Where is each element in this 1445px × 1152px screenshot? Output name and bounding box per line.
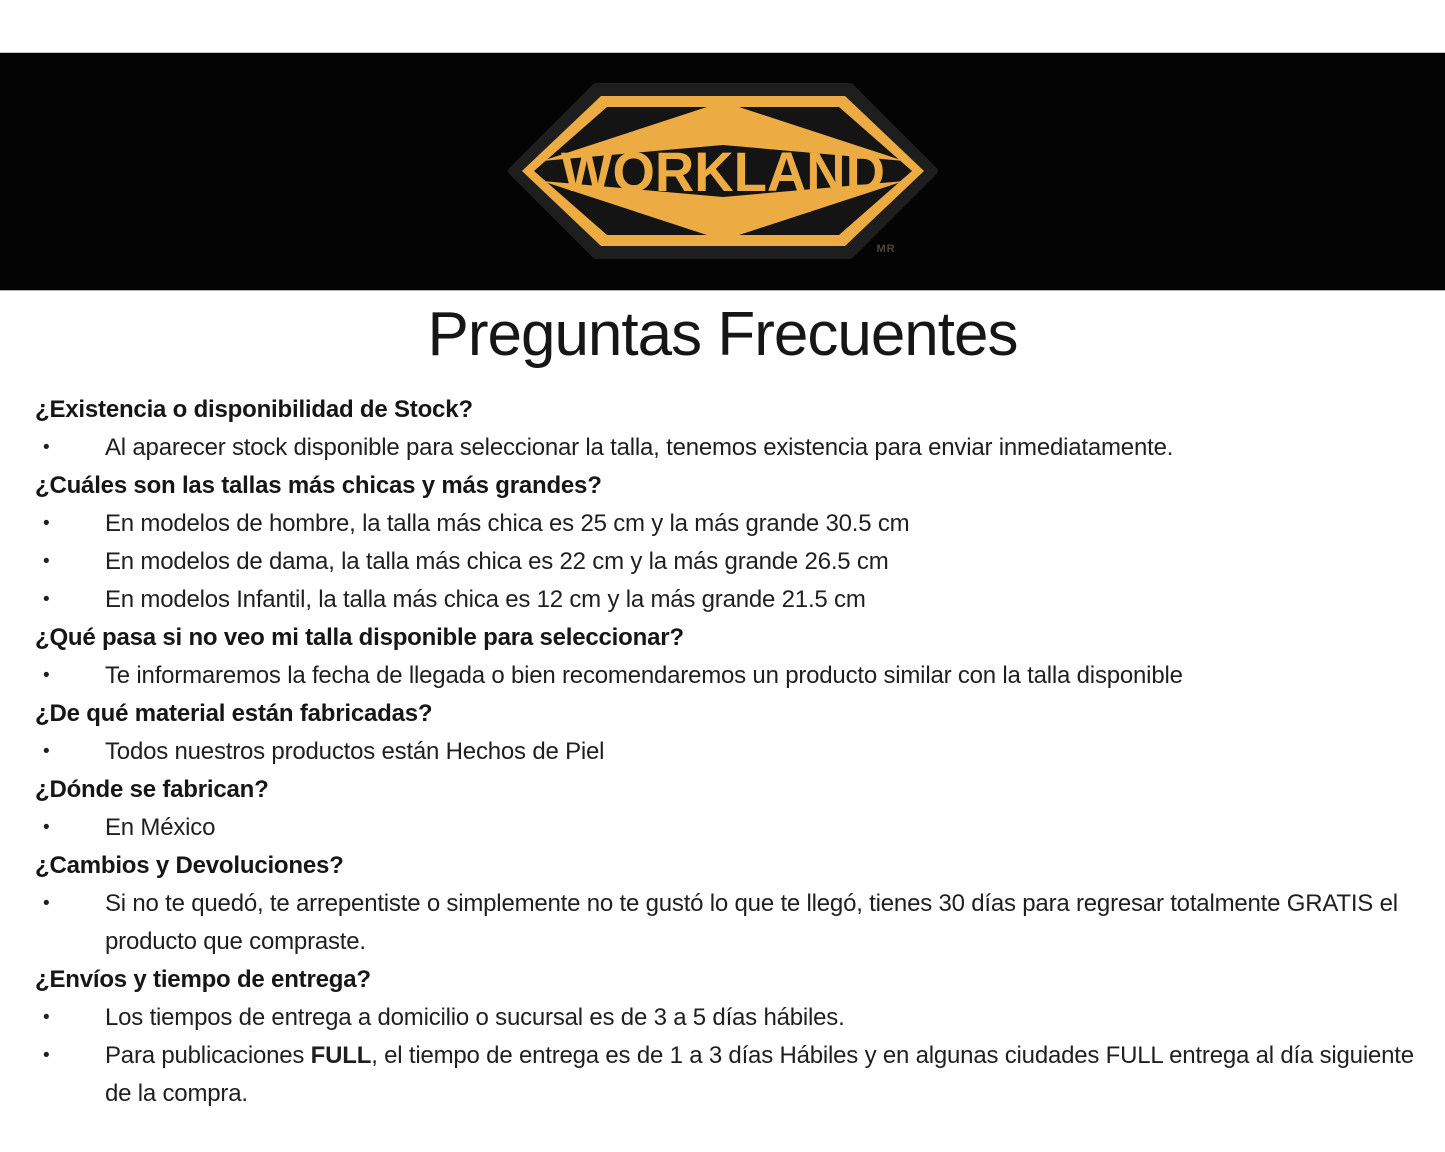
bullet-icon: • bbox=[43, 665, 50, 686]
faq-answer bbox=[35, 581, 1415, 619]
faq-list bbox=[0, 391, 1445, 1113]
faq-answer bbox=[35, 543, 1415, 581]
bullet-icon: • bbox=[43, 1007, 50, 1028]
brand-banner bbox=[0, 52, 1445, 291]
faq-question: ¿Cambios y Devoluciones? bbox=[35, 852, 344, 879]
bullet-icon: • bbox=[43, 437, 50, 458]
workland-badge-icon bbox=[508, 79, 938, 263]
faq-answer bbox=[35, 885, 1415, 961]
faq-answer bbox=[35, 505, 1415, 543]
bullet-icon: • bbox=[43, 589, 50, 610]
faq-answer-text: En modelos de dama, la talla más chica es 22 cm y la más grande 26.5 cm bbox=[105, 548, 889, 575]
page-title: Preguntas Frecuentes bbox=[427, 300, 1018, 369]
faq-answer-text: En modelos Infantil, la talla más chica es 12 cm y la más grande 21.5 cm bbox=[105, 586, 866, 613]
faq-answer-text: Al aparecer stock disponible para seleccionar la talla, tenemos existencia para enviar inmediatamente. bbox=[105, 434, 1174, 461]
bullet-icon: • bbox=[43, 741, 50, 762]
trademark-mr-label: MR bbox=[876, 243, 896, 255]
faq-answer bbox=[35, 1037, 1415, 1113]
faq-question: ¿Envíos y tiempo de entrega? bbox=[35, 966, 371, 993]
faq-answer-text: Los tiempos de entrega a domicilio o sucursal es de 3 a 5 días hábiles. bbox=[105, 1004, 845, 1031]
bullet-icon: • bbox=[43, 551, 50, 572]
faq-answer-text: En México bbox=[105, 814, 216, 841]
bullet-icon: • bbox=[43, 817, 50, 838]
faq-question: ¿Cuáles son las tallas más chicas y más grandes? bbox=[35, 472, 602, 499]
faq-question: ¿Qué pasa si no veo mi talla disponible para seleccionar? bbox=[35, 624, 684, 651]
faq-question: ¿Dónde se fabrican? bbox=[35, 776, 269, 803]
faq-answer-text: En modelos de hombre, la talla más chica es 25 cm y la más grande 30.5 cm bbox=[105, 510, 910, 537]
faq-question: ¿Existencia o disponibilidad de Stock? bbox=[35, 396, 473, 423]
bullet-icon: • bbox=[43, 893, 50, 914]
faq-answer bbox=[35, 809, 1415, 847]
brand-wordmark: WORKLAND bbox=[560, 140, 885, 203]
faq-answer bbox=[35, 733, 1415, 771]
bullet-icon: • bbox=[43, 513, 50, 534]
faq-answer-text: Si no te quedó, te arrepentiste o simplemente no te gustó lo que te llegó, tienes 30 días para regresar totalmente GRATIS el producto que compraste. bbox=[105, 890, 1398, 955]
workland-logo bbox=[508, 79, 938, 263]
bullet-icon: • bbox=[43, 1045, 50, 1066]
faq-answer-text: Te informaremos la fecha de llegada o bien recomendaremos un producto similar con la talla disponible bbox=[105, 662, 1183, 689]
faq-question: ¿De qué material están fabricadas? bbox=[35, 700, 433, 727]
faq-answer-text: Todos nuestros productos están Hechos de Piel bbox=[105, 738, 605, 765]
faq-answer bbox=[35, 429, 1415, 467]
faq-answer bbox=[35, 999, 1415, 1037]
faq-answer-text: Para publicaciones FULL, el tiempo de entrega es de 1 a 3 días Hábiles y en algunas ciudades FULL entrega al día siguiente de la compra. bbox=[105, 1042, 1414, 1107]
faq-answer bbox=[35, 657, 1415, 695]
